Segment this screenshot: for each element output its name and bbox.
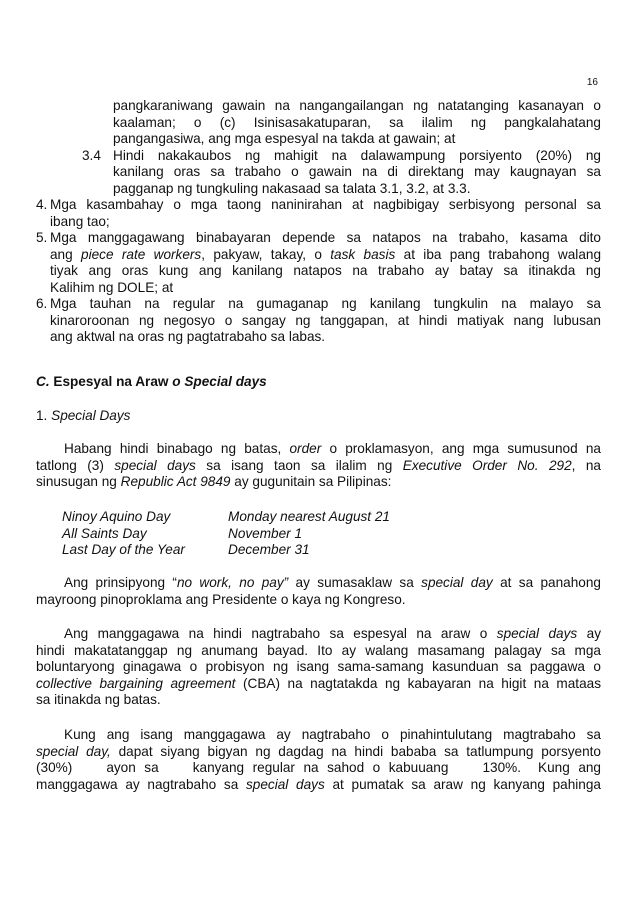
text-line: boluntaryong ginagawa o probisyon ng isang sama-samang kasunduan sa paggawa o (36, 659, 601, 674)
text-line: mayroong pinoproklama ang Presidente o kaya ng Kongreso. (36, 591, 406, 607)
text-line: Hindi nakakaubos ng mahigit na dalawampung porsiyento (20%) ng (113, 147, 601, 163)
list-label: 5. (36, 230, 48, 245)
paragraph-special-days (36, 441, 601, 491)
text-run: ay sumasaklaw sa (288, 575, 422, 590)
text-line: Kung ang isang manggagawa ay nagtrabaho o pinahintulutang magtrabaho sa (64, 727, 601, 742)
text-run: Ang manggagawa na hindi nagtrabaho sa espesyal na araw o (64, 626, 497, 641)
subsection-label: 1. (36, 408, 48, 423)
holiday-name: Last Day of the Year (62, 542, 185, 557)
text-run: , na (571, 457, 601, 473)
list-label: 6. (36, 296, 48, 311)
text-line: Mga tauhan na regular na gumaganap ng kanilang tungkulin na malayo sa (50, 296, 601, 311)
paragraph-no-pay (36, 626, 601, 709)
holiday-name: Ninoy Aquino Day (62, 509, 171, 524)
text-line: Kalihim ng DOLE; at (50, 279, 174, 295)
section-title: Espesyal na Araw (53, 374, 169, 389)
text-run: ang (50, 246, 82, 262)
list-item-6 (36, 296, 601, 346)
italic-term: special day, (36, 743, 111, 759)
text-run: (CBA) na nagtatakda ng kabayaran na higit na mataas (235, 675, 601, 691)
italic-term: special days (496, 626, 578, 641)
list-label: 4. (36, 197, 48, 212)
text-line: (30%) ayon sa kanyang regular na sahod o kabuuang 130%. Kung ang (36, 760, 601, 775)
text-line (36, 777, 601, 794)
page-number: 16 (586, 77, 598, 88)
italic-term: collective bargaining agreement (36, 675, 236, 691)
text-line: pangangasiwa, ang mga espesyal na takda at gawain; at (113, 131, 456, 146)
paragraph-no-work-no-pay (36, 575, 601, 608)
sub-list-continuation (36, 98, 601, 346)
text-run: Ang prinsipyong “ (64, 575, 177, 590)
text-line: tiyak ang oras kung ang kanilang natapos na trabaho ay batay sa itinakda ng (50, 263, 601, 278)
text-line: kaalaman; o (c) Isinisasakatuparan, sa ilalim ng pangkalahatang (113, 114, 601, 130)
text-run: ay (577, 626, 601, 641)
text-run: at iba pang trabahong walang (395, 246, 602, 262)
text-line: Mga manggagawang binabayaran depende sa natapos na trabaho, kasama dito (50, 230, 601, 245)
text-line (36, 575, 601, 592)
text-line (36, 626, 601, 643)
text-line (36, 676, 601, 693)
text-line: ang aktwal na oras ng pagtatrabaho sa labas. (50, 329, 326, 344)
table-row (62, 526, 462, 543)
text-line: pangkaraniwang gawain na nangangailangan ng natatanging kasanayan o (113, 98, 601, 113)
text-line: sa itinakda ng batas. (36, 692, 161, 707)
text-line (36, 744, 601, 761)
italic-term: special days (246, 776, 325, 792)
text-run: manggagawa ay nagtrabaho sa (36, 776, 246, 792)
holiday-name: All Saints Day (62, 525, 147, 541)
list-item-4 (36, 197, 601, 230)
text-run: at pumatak sa araw ng kanyang pahinga (324, 776, 601, 792)
italic-term: Executive Order No. 292 (402, 457, 572, 473)
text-run: sinusugan ng (36, 474, 121, 489)
text-run: tatlong (3) (36, 457, 115, 473)
text-line (36, 458, 601, 475)
italic-term: Republic Act 9849 (120, 474, 231, 489)
holiday-date: Monday nearest August 21 (228, 509, 390, 524)
table-row (62, 509, 462, 526)
holidays-table (62, 509, 462, 559)
text-run: dapat siyang bigyan ng dagdag na hindi bababa sa tatlumpung porsyento (110, 743, 601, 759)
italic-term: special day (421, 575, 493, 590)
subsection-heading (36, 408, 601, 425)
text-run: , pakyaw, takay, o (201, 246, 331, 262)
section-heading (36, 374, 601, 391)
holiday-date: November 1 (228, 525, 303, 541)
section-title-italic: o Special days (172, 374, 267, 389)
list-item-5 (36, 230, 601, 296)
italic-term: piece rate workers (81, 246, 202, 262)
text-run: sa isang taon sa ilalim ng (195, 457, 403, 473)
text-line: pagganap ng tungkuling nakasaad sa talata 3.1, 3.2, at 3.3. (113, 180, 471, 196)
italic-term: special days (114, 457, 196, 473)
subsection-title: Special Days (51, 408, 131, 423)
text-run: o proklamasyon, ang mga sumusunod na (321, 441, 601, 456)
paragraph-work-on-special-day (36, 727, 601, 793)
text-line: Mga kasambahay o mga taong naninirahan at nagbibigay serbisyong personal sa (50, 197, 601, 212)
italic-term: task basis (330, 246, 396, 262)
table-row (62, 542, 462, 559)
italic-term: order (289, 441, 322, 456)
italic-term: no work, no pay” (176, 575, 289, 590)
text-line (36, 441, 601, 458)
text-line (50, 247, 601, 264)
text-line: kinaroroonan ng negosyo o sangay ng tanggapan, at hindi matiyak nang lubusan (50, 312, 601, 328)
text-run: at sa panahong (492, 575, 601, 590)
text-line: ibang tao; (50, 213, 110, 229)
text-line: kanilang oras sa trabaho o gawain na di direktang may kaugnayan sa (113, 164, 601, 179)
sub-list-item-3-4 (36, 148, 601, 198)
text-line (36, 474, 601, 491)
list-label: 3.4 (82, 147, 101, 163)
text-run: ay gugunitain sa Pilipinas: (230, 474, 392, 489)
section-letter: C. (36, 374, 50, 389)
text-run: Habang hindi binabago ng batas, (64, 441, 290, 456)
text-line: hindi makatatanggap ng anumang bayad. Ito ay walang masamang palagay sa mga (36, 642, 601, 658)
holiday-date: December 31 (228, 542, 310, 557)
